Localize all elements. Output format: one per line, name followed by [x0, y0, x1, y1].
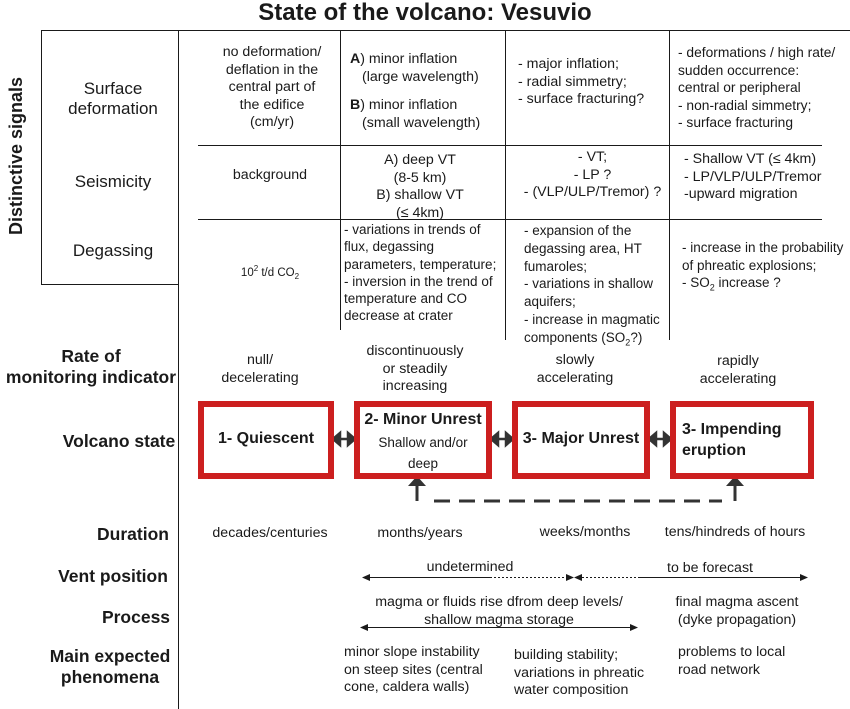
process-left-text-visible: magma or fluids rise dfrom deep levels/ shallow magma storage: [375, 594, 623, 628]
state-box-quiescent: [198, 401, 334, 479]
rate-quiescent: null/ decelerating: [221, 352, 299, 386]
rate-label: Rate of monitoring indicator: [5, 346, 177, 387]
state-sub-minor-unrest: Shallow and/or deep: [378, 435, 468, 471]
seismicity-cell-major: - VT; - LP ? - (VLP/ULP/Tremor) ?: [523, 149, 662, 200]
phenomena-minor: minor slope instability on steep sites (central cone, caldera walls): [344, 644, 483, 695]
duration-major: weeks/months: [539, 524, 631, 540]
degassing-cell-impending: - increase in the probability of phreatic explosions; - $SO_2$ increase ?: [682, 240, 844, 293]
rate-minor: discontinuously or steadily increasing: [366, 343, 464, 394]
degassing-label: Degassing: [72, 241, 154, 260]
state-box-minor-unrest: [354, 401, 492, 479]
surface-cell-major: - major inflation; - radial simmetry; - surface fracturing?: [518, 56, 645, 107]
process-label: Process: [101, 607, 171, 627]
surface-cell-impending: - deformations / high rate/ sudden occurrence: central or peripheral - non-radial simmetry; - surface fracturing: [678, 45, 836, 130]
volcano-state-label: Volcano state: [62, 431, 176, 451]
seismicity-cell-minor: A) deep VT (8-5 km) B) shallow VT (≤ 4km): [376, 152, 464, 221]
phenomena-major: building stability; variations in phreatic water composition: [514, 647, 645, 698]
degassing-cell-major: - expansion of the degassing area, HT fumaroles; - variations in shallow aquifers; - increase in magmatic components $(SO_2?)$: [524, 223, 660, 348]
phenomena-impending: problems to local road network: [678, 644, 786, 678]
surface-cell-minor: A) minor inflation (large wavelength) B) minor inflation (small wavelength): [350, 51, 481, 131]
state-title-impending-eruption: 3- Impending eruption: [682, 421, 782, 459]
rate-major: slowly accelerating: [536, 352, 614, 386]
state-title-major-unrest: 3- Major Unrest: [522, 430, 640, 447]
degassing-cell-quiescent: $10^2$ t/d $CO_2$: [240, 264, 300, 282]
state-title-quiescent: 1- Quiescent: [217, 430, 315, 447]
duration-minor: months/years: [377, 525, 463, 541]
state-title-minor-unrest: 2- Minor Unrest: [364, 411, 482, 428]
degassing-cell-minor: - variations in trends of flux, degassing parameters, temperature; - inversion in the trend of temperature and CO decrease at crater: [344, 222, 497, 324]
seismicity-cell-impending: - Shallow VT (≤ 4km) - LP/VLP/ULP/Tremor -upward migration: [684, 151, 822, 202]
duration-impending: tens/hindreds of hours: [664, 524, 806, 540]
feedback-connector: [408, 476, 744, 501]
surface-cell-quiescent: no deformation/ deflation in the central part of the edifice (cm/yr): [222, 44, 322, 130]
phenomena-label: Main expected phenomena: [49, 646, 171, 687]
state-connector-1: [333, 433, 355, 445]
duration-label: Duration: [97, 524, 169, 544]
surface-deformation-label: Surface deformation: [68, 79, 158, 118]
state-connector-3: [649, 433, 671, 445]
diagram-title: State of the volcano: Vesuvio: [258, 0, 592, 26]
duration-quiescent: decades/centuries: [212, 525, 328, 541]
state-connector-2: [491, 433, 513, 445]
vent-left-text: undetermined: [426, 559, 514, 575]
rate-impending: rapidly accelerating: [699, 353, 777, 387]
state-box-impending-eruption: [670, 401, 814, 479]
seismicity-cell-quiescent: background: [232, 167, 308, 183]
state-box-major-unrest: [512, 401, 650, 479]
process-right-text: final magma ascent (dyke propagation): [675, 594, 799, 628]
vent-position-label: Vent position: [58, 566, 168, 586]
seismicity-label: Seismicity: [74, 172, 152, 191]
vent-right-text: to be forecast: [667, 560, 753, 576]
